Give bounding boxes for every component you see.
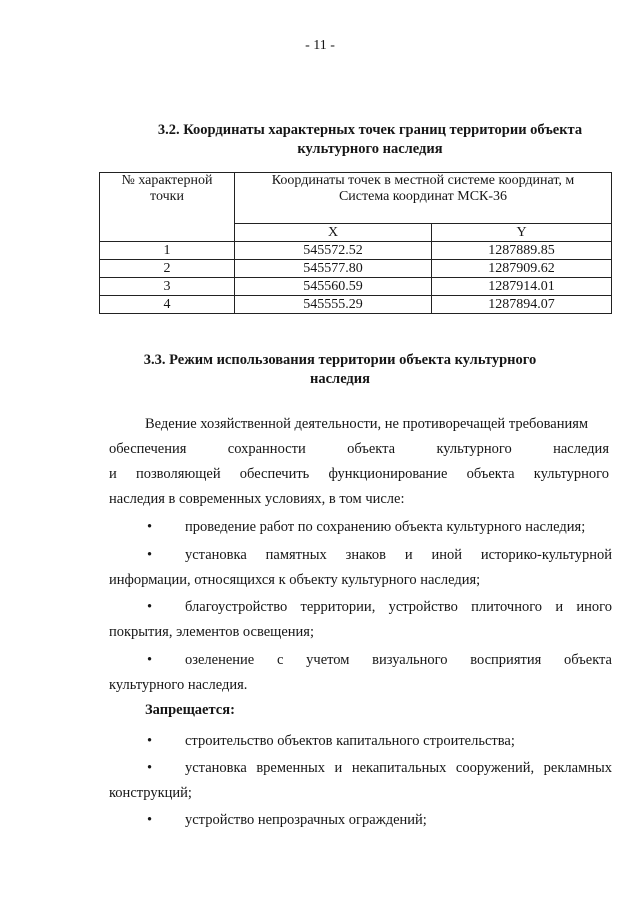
list-item-text: устройство непрозрачных ограждений;	[185, 812, 427, 828]
cell-point-number: 2	[100, 260, 235, 278]
cell-x: 545572.52	[235, 242, 432, 260]
bullet-icon: •	[147, 547, 153, 563]
bullet-icon: •	[147, 733, 153, 749]
intro-line2: обеспечения сохранности объекта культурного наследия	[109, 441, 609, 457]
header-coordinates	[235, 173, 612, 224]
cell-x: 545555.29	[235, 296, 432, 314]
section-3-3-title-line2: наследия	[310, 371, 370, 387]
header-coordinates-line1: Координаты точек в местной системе координат, м	[271, 173, 575, 188]
bullet-icon: •	[147, 652, 153, 668]
cell-point-number: 1	[100, 242, 235, 260]
list-item-text: проведение работ по сохранению объекта культурного наследия;	[185, 519, 586, 535]
section-3-2-title-line2: культурного наследия	[297, 141, 443, 157]
cell-x: 545560.59	[235, 278, 432, 296]
bullet-icon: •	[147, 812, 153, 828]
bullet-icon: •	[147, 519, 153, 535]
list-item-continuation: покрытия, элементов освещения;	[109, 624, 314, 640]
cell-y: 1287894.07	[432, 296, 612, 314]
section-3-3-title-line1: 3.3. Режим использования территории объекта культурного	[143, 352, 537, 368]
table-row	[100, 278, 612, 296]
header-coordinates-line2: Система координат МСК-36	[338, 189, 508, 204]
cell-y: 1287889.85	[432, 242, 612, 260]
cell-point-number: 3	[100, 278, 235, 296]
section-3-3-title	[60, 351, 620, 389]
intro-line3: и позволяющей обеспечить функционирование объекта культурного	[109, 466, 609, 482]
list-item-text: строительство объектов капитального строительства;	[185, 733, 515, 749]
section-3-2-title	[90, 121, 640, 159]
list-item-text: установка временных и некапитальных сооружений, рекламных	[185, 760, 612, 776]
cell-point-number: 4	[100, 296, 235, 314]
table-row	[100, 296, 612, 314]
section-3-2-title-line1: 3.2. Координаты характерных точек границ территории объекта	[157, 122, 583, 138]
list-item-continuation: информации, относящихся к объекту культурного наследия;	[109, 572, 481, 588]
table-row	[100, 260, 612, 278]
cell-x: 545577.80	[235, 260, 432, 278]
list-item-text: благоустройство территории, устройство плиточного и иного	[185, 599, 612, 615]
intro-line4: наследия в современных условиях, в том числе:	[109, 491, 405, 507]
cell-y: 1287909.62	[432, 260, 612, 278]
header-y: Y	[432, 224, 612, 242]
list-item-continuation: конструкций;	[109, 785, 192, 801]
bullet-icon: •	[147, 599, 153, 615]
list-item-continuation: культурного наследия.	[109, 677, 248, 693]
list-item-text: установка памятных знаков и иной историко-культурной	[185, 547, 612, 563]
page-number: - 11 -	[305, 38, 335, 53]
bullet-icon: •	[147, 760, 153, 776]
list-item-text: озеленение с учетом визуального восприятия объекта	[185, 652, 612, 668]
forbidden-title: Запрещается:	[145, 702, 235, 718]
header-point-number	[100, 173, 235, 242]
coordinates-table	[99, 172, 612, 314]
header-point-number-line2: точки	[150, 189, 184, 204]
header-x: X	[235, 224, 432, 242]
table-row	[100, 242, 612, 260]
header-point-number-line1: № характерной	[121, 173, 213, 188]
cell-y: 1287914.01	[432, 278, 612, 296]
intro-line1: Ведение хозяйственной деятельности, не противоречащей требованиям	[145, 416, 589, 432]
